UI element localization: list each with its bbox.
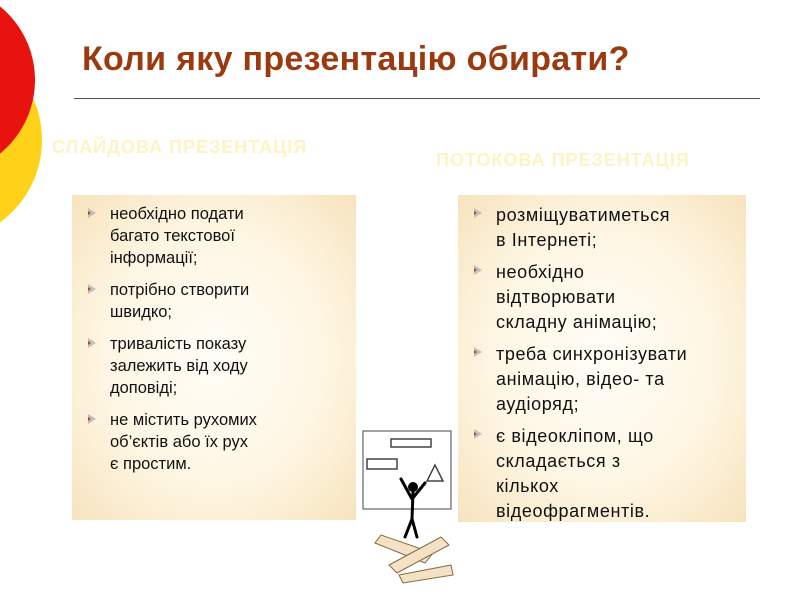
list-item-line: відеофрагментів. [496,501,651,521]
presenter-clipart [355,425,465,590]
list-item-line: кількох [496,476,559,496]
arrow-bullet-icon [474,265,482,275]
list-item [470,342,738,417]
list-item-line: складається з [496,451,621,471]
arrow-bullet-icon [88,284,96,294]
arrow-bullet-icon [474,208,482,218]
list-item-line: в Інтернеті; [496,230,598,250]
list-item [84,203,344,269]
list-item-line: відтворювати [496,287,616,307]
streaming-presentation-list [470,203,738,524]
list-item-line: розміщуватиметься [496,205,671,225]
arrow-bullet-icon [88,208,96,218]
list-item [470,203,738,253]
list-item-line: треба синхронізувати [496,344,688,364]
list-item-line: багато текстової [110,227,235,245]
list-item-line: необхідно [496,262,585,282]
page-title: Коли яку презентацію обирати? [82,40,630,78]
streaming-presentation-panel [458,195,746,522]
list-item-line: є простим. [110,455,192,473]
streaming-presentation-heading: ПОТОКОВА ПРЕЗЕНТАЦІЯ [436,150,690,170]
list-item-line: швидко; [110,303,173,321]
list-item-line: є відеокліпом, що [496,426,654,446]
list-item-line: складну анімацію; [496,312,658,332]
arrow-bullet-icon [474,347,482,357]
list-item [470,424,738,524]
arrow-bullet-icon [88,414,96,424]
list-item [84,333,344,399]
slide-presentation-panel [72,195,356,520]
list-item-line: аудіоряд; [496,394,580,414]
list-item-line: залежить від ходу [110,357,248,375]
list-item-line: анімацію, відео- та [496,369,665,389]
arrow-bullet-icon [88,338,96,348]
list-item-line: тривалість показу [110,335,247,353]
slide-presentation-list [84,203,344,475]
list-item-line: не містить рухомих [110,411,257,429]
slide-presentation-heading: СЛАЙДОВА ПРЕЗЕНТАЦІЯ [52,137,308,157]
list-item-line: необхідно подати [110,205,244,223]
list-item [84,409,344,475]
title-divider [74,98,760,99]
list-item [470,260,738,335]
list-item [84,279,344,323]
list-item-line: інформації; [110,249,198,267]
decorative-circles [0,0,60,260]
list-item-line: доповіді; [110,379,178,397]
arrow-bullet-icon [474,429,482,439]
list-item-line: потрібно створити [110,281,250,299]
list-item-line: об’єктів або їх рух [110,433,248,451]
